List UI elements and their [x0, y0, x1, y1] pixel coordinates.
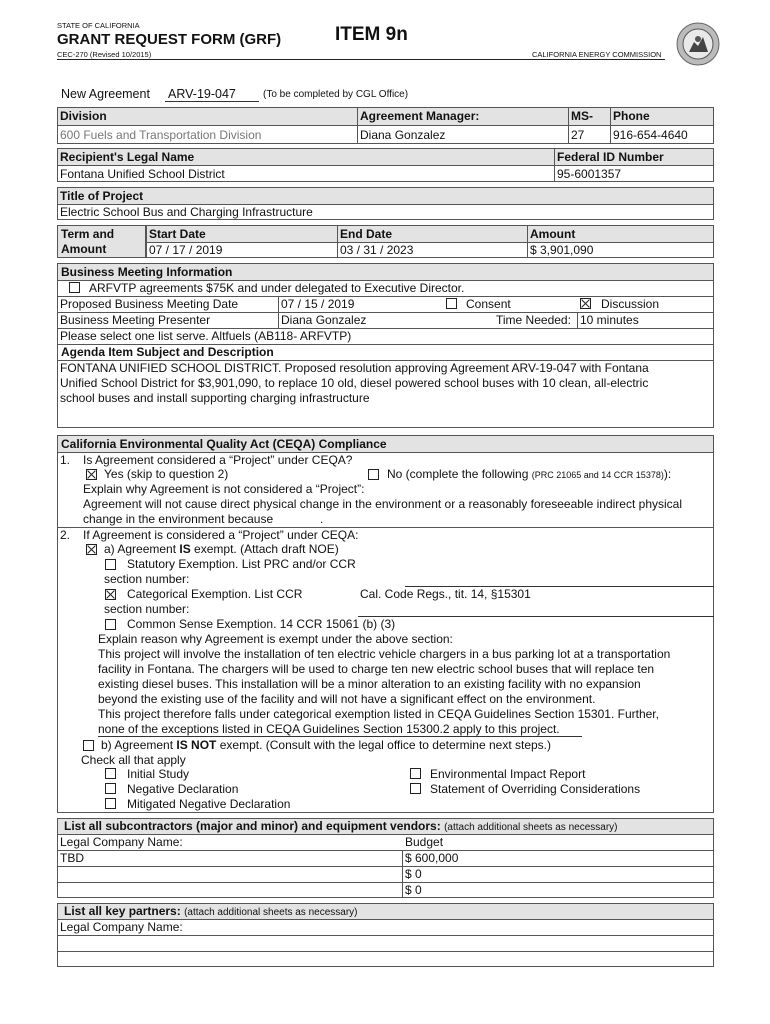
exempt-reason-question: Explain reason why Agreement is exempt under the above section:: [98, 632, 453, 646]
reason-line-2: facility in Fontana. The chargers will be used to charge ten new electric school buses that will replace ten: [98, 662, 655, 676]
term-label: Term and: [61, 227, 115, 241]
no-label: [387, 467, 671, 481]
agreement-note: (To be completed by CGL Office): [263, 89, 409, 100]
project-value[interactable]: Electric School Bus and Charging Infrastructure: [60, 205, 313, 219]
is-exempt-post: exempt. (Attach draft NOE): [190, 542, 339, 556]
is-not-exempt-post: exempt. (Consult with the legal office to determine next steps.): [216, 738, 552, 752]
explain-not-project-question: Explain why Agreement is not considered a “Project”:: [83, 482, 365, 496]
subcontractor-name[interactable]: TBD: [60, 851, 84, 865]
overriding-checkbox[interactable]: [410, 783, 421, 794]
reason-line-3: existing diesel buses. This installation will be a minor alteration to an existing facility with no expansion: [98, 677, 641, 691]
ceqa-q1-number: 1.: [60, 453, 71, 467]
presenter-label: Business Meeting Presenter: [60, 313, 211, 327]
agency-name: CALIFORNIA ENERGY COMMISSION: [532, 50, 662, 59]
categorical-checkbox[interactable]: [105, 589, 116, 600]
common-sense-label: Common Sense Exemption. 14 CCR 15061 (b) (3): [127, 617, 396, 631]
end-date-label: End Date: [340, 227, 393, 241]
negative-declaration-label: Negative Declaration: [127, 782, 239, 796]
is-not-exempt-bold: IS NOT: [176, 738, 217, 752]
start-date-value[interactable]: 07 / 17 / 2019: [149, 243, 223, 257]
phone-label: Phone: [613, 109, 650, 123]
reason-line-1: This project will involve the installation of ten electric vehicle chargers in a bus parking lot at a transportation: [98, 647, 671, 661]
time-needed-value[interactable]: 10 minutes: [580, 313, 639, 327]
start-date-label: Start Date: [149, 227, 206, 241]
subcontractors-title-text: List all subcontractors (major and minor) and equipment vendors:: [64, 819, 441, 833]
list-serve[interactable]: Please select one list serve. Altfuels (AB118- ARFVTP): [60, 329, 352, 343]
partner-row[interactable]: [60, 952, 710, 966]
subcontractor-budget[interactable]: $ 0: [405, 867, 422, 881]
initial-study-checkbox[interactable]: [105, 768, 116, 779]
subcontractors-title: [64, 819, 618, 833]
agenda-line-1: FONTANA UNIFIED SCHOOL DISTRICT. Proposed resolution approving Agreement ARV-19-047 with Fontana: [60, 361, 649, 375]
subcontractors-budget-header: Budget: [405, 835, 444, 849]
state-label: STATE OF CALIFORNIA: [57, 21, 140, 30]
no-checkbox[interactable]: [368, 469, 379, 480]
arfvtp-checkbox[interactable]: [69, 282, 80, 293]
consent-checkbox[interactable]: [446, 298, 457, 309]
categorical-section-label: section number:: [104, 602, 190, 616]
agenda-line-2: Unified School District for $3,901,090, to replace 10 old, diesel powered school buses with 10 clean, all-electric: [60, 376, 649, 390]
no-label-end: ):: [663, 467, 672, 481]
is-exempt-label: [104, 542, 339, 556]
subcontractors-note: (attach additional sheets as necessary): [444, 822, 618, 833]
ceqa-title: California Environmental Quality Act (CEQA) Compliance: [61, 437, 387, 451]
agreement-number-underline: [165, 101, 259, 102]
yes-label: Yes (skip to question 2): [104, 467, 229, 481]
reason-line-5: This project therefore falls under categorical exemption listed in CEQA Guidelines Section 15301. Further,: [98, 707, 659, 721]
categorical-value[interactable]: Cal. Code Regs., tit. 14, §15301: [360, 587, 531, 601]
no-label-main: No (complete the following: [387, 467, 532, 481]
partners-name-header: Legal Company Name:: [60, 920, 183, 934]
business-meeting-title: Business Meeting Information: [61, 265, 233, 279]
amount-value[interactable]: $ 3,901,090: [530, 243, 594, 257]
agenda-line-3: school buses and install supporting charging infrastructure: [60, 391, 370, 405]
presenter-value[interactable]: Diana Gonzalez: [281, 313, 367, 327]
categorical-label: Categorical Exemption. List CCR: [127, 587, 303, 601]
check-all-label: Check all that apply: [81, 753, 186, 767]
meeting-date-value[interactable]: 07 / 15 / 2019: [281, 297, 355, 311]
division-label: Division: [60, 109, 107, 123]
manager-value[interactable]: Diana Gonzalez: [360, 128, 446, 142]
partners-title: [64, 904, 358, 918]
mitigated-label: Mitigated Negative Declaration: [127, 797, 291, 811]
reason-line-6: none of the exceptions listed in CEQA Guidelines Section 15300.2 apply to this project.: [98, 722, 560, 736]
state-seal-icon: [676, 22, 720, 66]
no-label-ref: (PRC 21065 and 14 CCR 15378): [531, 470, 664, 480]
statutory-label: Statutory Exemption. List PRC and/or CCR: [127, 557, 356, 571]
federal-id-label: Federal ID Number: [557, 150, 664, 164]
recipient-label: Recipient's Legal Name: [60, 150, 195, 164]
partners-note: (attach additional sheets as necessary): [184, 907, 358, 918]
time-needed-label: Time Needed:: [496, 313, 571, 327]
phone-value[interactable]: 916-654-4640: [613, 128, 688, 142]
arfvtp-label: ARFVTP agreements $75K and under delegated to Executive Director.: [89, 281, 465, 295]
explain-line-1: Agreement will not cause direct physical change in the environment or a reasonably foreseeable indirect physical: [83, 497, 682, 511]
ms-value[interactable]: 27: [571, 128, 585, 142]
partner-row[interactable]: [60, 936, 710, 950]
yes-checkbox[interactable]: [86, 469, 97, 480]
meeting-date-label: Proposed Business Meeting Date: [60, 297, 239, 311]
statutory-section-label: section number:: [104, 572, 190, 586]
explain-period: .: [320, 512, 324, 526]
is-not-exempt-pre: b) Agreement: [101, 738, 177, 752]
is-exempt-pre: a) Agreement: [104, 542, 180, 556]
ms-label: MS-: [571, 109, 593, 123]
ceqa-q2-number: 2.: [60, 528, 71, 542]
subcontractors-name-header: Legal Company Name:: [60, 835, 183, 849]
project-label: Title of Project: [60, 189, 144, 203]
is-not-exempt-checkbox[interactable]: [83, 740, 94, 751]
subcontractor-budget[interactable]: $ 600,000: [405, 851, 459, 865]
division-value[interactable]: 600 Fuels and Transportation Division: [60, 128, 262, 142]
discussion-label: Discussion: [601, 297, 660, 311]
end-date-value[interactable]: 03 / 31 / 2023: [340, 243, 414, 257]
ceqa-q2: If Agreement is considered a “Project” under CEQA:: [83, 528, 359, 542]
reason-line-4: beyond the existing use of the facility and will not have a significant effect on the environment.: [98, 692, 596, 706]
explain-line-2: change in the environment because: [83, 512, 274, 526]
agreement-number[interactable]: ARV-19-047: [168, 87, 236, 101]
consent-label: Consent: [466, 297, 511, 311]
manager-label: Agreement Manager:: [360, 109, 480, 123]
common-sense-checkbox[interactable]: [105, 619, 116, 630]
form-number: CEC-270 (Revised 10/2015): [57, 50, 152, 59]
header-rule: [57, 59, 665, 60]
ceqa-q1: Is Agreement considered a “Project” under CEQA?: [83, 453, 353, 467]
amount-label: Amount: [530, 227, 576, 241]
mitigated-checkbox[interactable]: [105, 798, 116, 809]
overriding-label: Statement of Overriding Considerations: [430, 782, 641, 796]
item-number: ITEM 9n: [335, 24, 408, 45]
discussion-checkbox[interactable]: [580, 298, 591, 309]
statutory-checkbox[interactable]: [105, 559, 116, 570]
eir-label: Environmental Impact Report: [430, 767, 586, 781]
agenda-title: Agenda Item Subject and Description: [61, 345, 274, 359]
negative-declaration-checkbox[interactable]: [105, 783, 116, 794]
eir-checkbox[interactable]: [410, 768, 421, 779]
federal-id-value[interactable]: 95-6001357: [557, 167, 622, 181]
partners-title-text: List all key partners:: [64, 904, 181, 918]
amount-row-label: Amount: [61, 242, 107, 256]
recipient-value[interactable]: Fontana Unified School District: [60, 167, 225, 181]
is-not-exempt-label: [101, 738, 551, 752]
new-agreement-label: New Agreement: [61, 87, 150, 101]
categorical-section-field[interactable]: [358, 616, 714, 617]
is-exempt-checkbox[interactable]: [86, 544, 97, 555]
is-exempt-bold: IS: [179, 542, 191, 556]
subcontractor-budget[interactable]: $ 0: [405, 883, 422, 897]
initial-study-label: Initial Study: [127, 767, 190, 781]
form-title: GRANT REQUEST FORM (GRF): [57, 31, 282, 48]
